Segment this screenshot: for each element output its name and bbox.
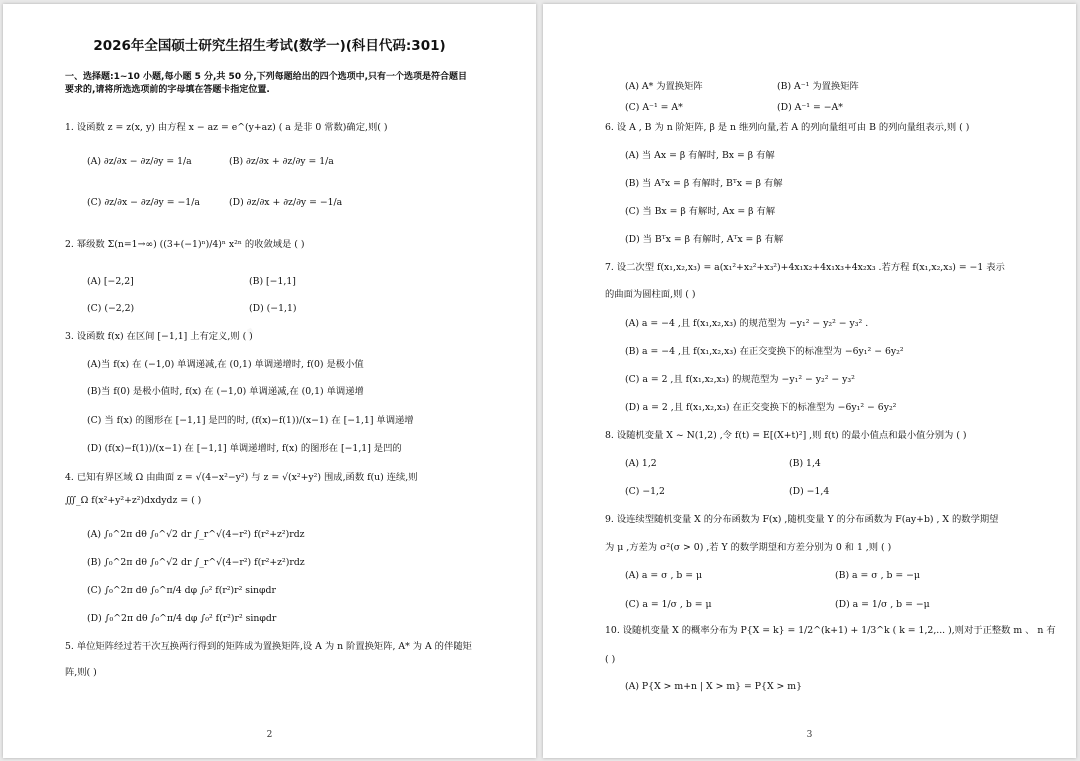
text-line: (B) 1,4: [789, 458, 821, 469]
text-line: (D) (−1,1): [249, 303, 297, 314]
text-line: (C) ∫₀^2π dθ ∫₀^π/4 dφ ∫₀² f(r²)r² sinφdr: [87, 585, 276, 596]
text-line: (B) [−1,1]: [249, 276, 296, 287]
text-line: 3. 设函数 f(x) 在区间 [−1,1] 上有定义,则 ( ): [65, 331, 253, 342]
text-line: (A) ∫₀^2π dθ ∫₀^√2 dr ∫_r^√(4−r²) f(r²+z²)rdz: [87, 529, 305, 540]
text-line: 7. 设二次型 f(x₁,x₂,x₃) = a(x₁²+x₂²+x₃²)+4x₁x₂+4x₁x₃+4x₂x₃ .若方程 f(x₁,x₂,x₃) = −1 表示: [605, 262, 1005, 273]
text-line: 一、选择题:1~10 小题,每小题 5 分,共 50 分,下列每题给出的四个选项中,只有一个选项是符合题目: [65, 72, 468, 82]
page-number: 2: [266, 730, 273, 740]
text-line: (C) a = 2 ,且 f(x₁,x₂,x₃) 的规范型为 −y₁² − y₂² − y₃²: [625, 374, 855, 385]
text-line: (C) −1,2: [625, 486, 665, 497]
text-line: (D) A⁻¹ = −A*: [777, 102, 843, 113]
text-line: 10. 设随机变量 X 的概率分布为 P{X = k} = 1/2^(k+1) + 1/3^k ( k = 1,2,... ),则对于正整数 m 、 n 有: [605, 625, 1056, 636]
text-line: 5. 单位矩阵经过若干次互换两行得到的矩阵成为置换矩阵,设 A 为 n 阶置换矩阵, A* 为 A 的伴随矩: [65, 641, 472, 652]
text-line: (A) ∂z/∂x − ∂z/∂y = 1/a: [87, 156, 192, 167]
text-line: 的曲面为圆柱面,则 ( ): [605, 289, 696, 300]
exam-title: 2026年全国硕士研究生招生考试(数学一)(科目代码:301): [93, 38, 446, 54]
text-line: (C) (−2,2): [87, 303, 135, 314]
text-line: (A) 1,2: [625, 458, 657, 469]
text-line: (B) ∂z/∂x + ∂z/∂y = 1/a: [229, 156, 334, 167]
text-line: (A) [−2,2]: [87, 276, 134, 287]
text-line: (D) 当 Bᵀx = β 有解时, Aᵀx = β 有解: [625, 234, 784, 245]
text-line: (A)当 f(x) 在 (−1,0) 单调递减,在 (0,1) 单调递增时, f(0) 是极小值: [87, 359, 364, 370]
text-line: (D) ∫₀^2π dθ ∫₀^π/4 dφ ∫₀² f(r²)r² sinφdr: [87, 613, 277, 624]
text-line: (B) A⁻¹ 为置换矩阵: [777, 81, 859, 92]
text-line: (B) a = −4 ,且 f(x₁,x₂,x₃) 在正交变换下的标准型为 −6y₁² − 6y₂²: [625, 346, 904, 357]
text-line: (C) 当 f(x) 的图形在 [−1,1] 是凹的时, (f(x)−f(1))/(x−1) 在 [−1,1] 单调递增: [87, 415, 414, 426]
text-line: 2. 幂级数 Σ(n=1→∞) ((3+(−1)ⁿ)/4)ⁿ x²ⁿ 的收敛域是 ( ): [65, 239, 305, 250]
text-line: 为 μ ,方差为 σ²(σ > 0) ,若 Y 的数学期望和方差分别为 0 和 1 ,则 ( ): [605, 542, 892, 553]
text-line: (A) P{X > m+n | X > m} = P{X > m}: [625, 681, 803, 692]
text-line: (A) A* 为置换矩阵: [625, 81, 703, 92]
text-line: 6. 设 A , B 为 n 阶矩阵, β 是 n 维列向量,若 A 的列向量组可由 B 的列向量组表示,则 ( ): [605, 122, 970, 133]
exam-page-2: [3, 4, 536, 758]
text-line: (C) ∂z/∂x − ∂z/∂y = −1/a: [87, 197, 200, 208]
text-line: 8. 设随机变量 X ~ N(1,2) ,令 f(t) = E[(X+t)²] ,则 f(t) 的最小值点和最小值分别为 ( ): [605, 430, 967, 441]
text-line: (B) 当 Aᵀx = β 有解时, Bᵀx = β 有解: [625, 178, 783, 189]
text-line: (A) a = σ , b = μ: [625, 570, 703, 581]
text-line: (A) 当 Ax = β 有解时, Bx = β 有解: [625, 150, 775, 161]
text-line: (D) a = 1/σ , b = −μ: [835, 599, 930, 610]
text-line: ( ): [605, 654, 616, 665]
page-number: 3: [806, 730, 813, 740]
text-line: (B) a = σ , b = −μ: [835, 570, 920, 581]
text-line: (D) ∂z/∂x + ∂z/∂y = −1/a: [229, 197, 343, 208]
text-line: 阵,则( ): [65, 667, 97, 678]
text-line: (D) a = 2 ,且 f(x₁,x₂,x₃) 在正交变换下的标准型为 −6y₁² − 6y₂²: [625, 402, 897, 413]
text-line: 4. 已知有界区域 Ω 由曲面 z = √(4−x²−y²) 与 z = √(x²+y²) 围成,函数 f(u) 连续,则: [65, 472, 418, 483]
text-line: (D) (f(x)−f(1))/(x−1) 在 [−1,1] 单调递增时, f(x) 的图形在 [−1,1] 是凹的: [87, 443, 402, 454]
text-line: (C) A⁻¹ = A*: [625, 102, 683, 113]
text-line: (C) a = 1/σ , b = μ: [625, 599, 712, 610]
text-line: 1. 设函数 z = z(x, y) 由方程 x − az = e^(y+az) ( a 是非 0 常数)确定,则( ): [65, 122, 388, 133]
text-line: ∭_Ω f(x²+y²+z²)dxdydz = ( ): [65, 495, 202, 506]
text-line: 9. 设连续型随机变量 X 的分布函数为 F(x) ,随机变量 Y 的分布函数为 F(ay+b) , X 的数学期望: [605, 514, 999, 525]
text-line: (A) a = −4 ,且 f(x₁,x₂,x₃) 的规范型为 −y₁² − y₂² − y₃² .: [625, 318, 869, 329]
exam-page-3: [543, 4, 1076, 758]
text-line: 要求的,请将所选选项前的字母填在答题卡指定位置.: [65, 85, 270, 95]
text-line: (D) −1,4: [789, 486, 830, 497]
text-line: (C) 当 Bx = β 有解时, Ax = β 有解: [625, 206, 776, 217]
text-line: (B)当 f(0) 是极小值时, f(x) 在 (−1,0) 单调递减,在 (0,1) 单调递增: [87, 386, 364, 397]
text-line: (B) ∫₀^2π dθ ∫₀^√2 dr ∫_r^√(4−r²) f(r²+z²)rdz: [87, 557, 305, 568]
